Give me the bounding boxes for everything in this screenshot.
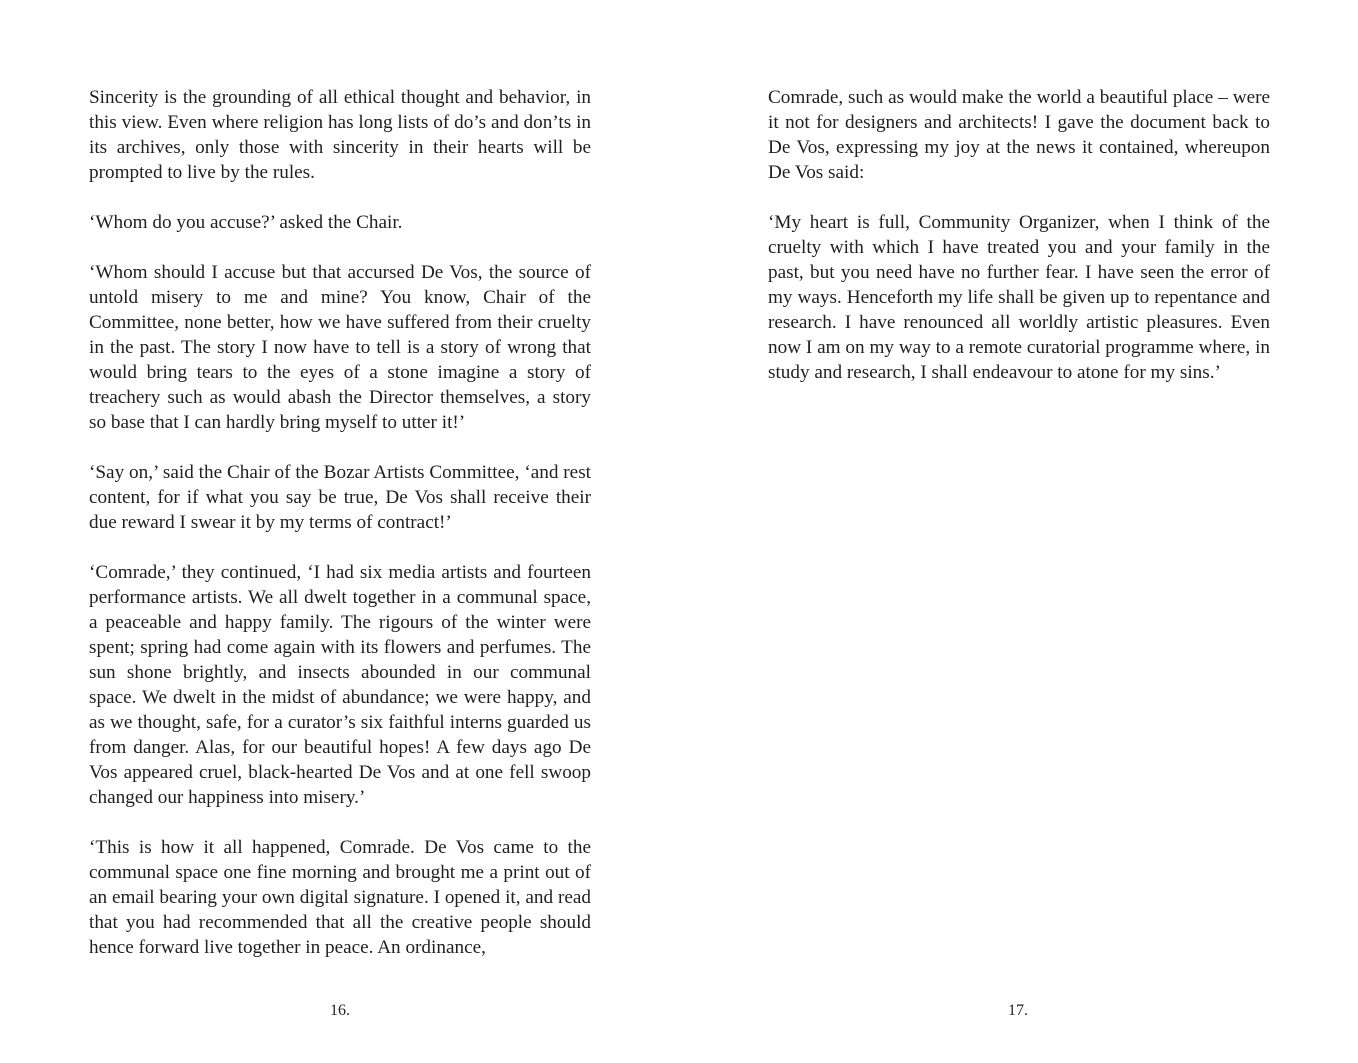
right-page-body bbox=[768, 85, 1270, 410]
right-page bbox=[679, 0, 1358, 1063]
paragraph: Comrade, such as would make the world a beautiful place – were it not for designers and architects! I gave the document back to De Vos, expressing my joy at the news it contained, whereupon De Vos said: bbox=[768, 87, 1270, 183]
paragraph: ‘This is how it all happened, Comrade. De Vos came to the communal space one fine morning and brought me a print out of an email bearing your own digital signature. I opened it, and read that you had recommended that all the creative people should hence forward live together in peace. An ordinance, bbox=[89, 837, 591, 958]
paragraph: ‘Say on,’ said the Chair of the Bozar Artists Committee, ‘and rest content, for if what you say be true, De Vos shall receive their due reward I swear it by my terms of contract!’ bbox=[89, 462, 591, 533]
left-page-body bbox=[89, 85, 591, 985]
paragraph: ‘Whom should I accuse but that accursed De Vos, the source of untold misery to me and mine? You know, Chair of the Committee, none better, how we have suffered from their cruelty in the past. The story I now have to tell is a story of wrong that would bring tears to the eyes of a stone imagine a story of treachery such as would abash the Director themselves, a story so base that I can hardly bring myself to utter it!’ bbox=[89, 262, 591, 433]
page-number-left: 16. bbox=[330, 1002, 350, 1019]
paragraph: ‘Whom do you accuse?’ asked the Chair. bbox=[89, 212, 403, 233]
paragraph: ‘Comrade,’ they continued, ‘I had six media artists and fourteen performance artists. We all dwelt together in a communal space, a peaceable and happy family. The rigours of the winter were spent; spring had come again with its flowers and perfumes. The sun shone brightly, and insects abounded in our communal space. We dwelt in the midst of abundance; we were happy, and as we thought, safe, for a curator’s six faithful interns guarded us from danger. Alas, for our beautiful hopes! A few days ago De Vos appeared cruel, black-hearted De Vos and at one fell swoop changed our happiness into misery.’ bbox=[89, 562, 591, 808]
page-number-right: 17. bbox=[1008, 1002, 1028, 1019]
paragraph: ‘My heart is full, Community Organizer, when I think of the cruelty with which I have treated you and your family in the past, but you need have no further fear. I have seen the error of my ways. Henceforth my life shall be given up to repentance and research. I have renounced all worldly artistic pleasures. Even now I am on my way to a remote curatorial programme where, in study and research, I shall endeavour to atone for my sins.’ bbox=[768, 212, 1270, 383]
paragraph: Sincerity is the grounding of all ethical thought and behavior, in this view. Even where religion has long lists of do’s and don’ts in its archives, only those with sincerity in their hearts will be prompted to live by the rules. bbox=[89, 87, 591, 183]
